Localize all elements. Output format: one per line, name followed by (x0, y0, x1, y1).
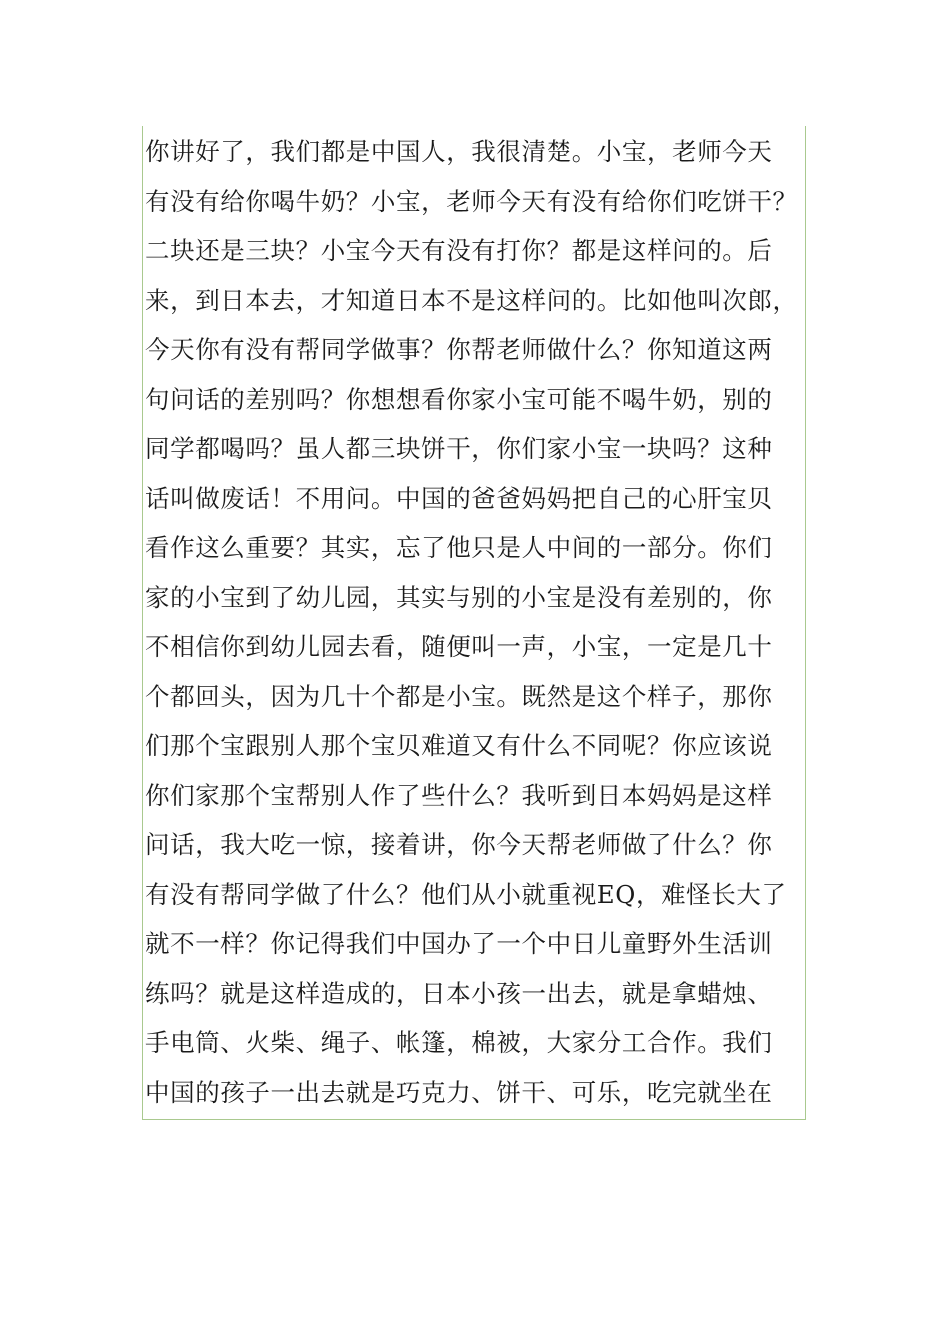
text-line: 句问话的差别吗？你想想看你家小宝可能不喝牛奶，别的 (145, 384, 773, 414)
text-line: 看作这么重要？其实，忘了他只是人中间的一部分。你们 (145, 533, 773, 562)
text-line: 你讲好了，我们都是中国人，我很清楚。小宝，老师今天 (145, 137, 773, 166)
text-line: 二块还是三块？小宝今天有没有打你？都是这样问的。后 (145, 236, 773, 265)
text-line: 有没有帮同学做了什么？他们从小就重视EQ，难怪长大了 (145, 879, 787, 909)
text-line: 家的小宝到了幼儿园，其实与别的小宝是没有差别的，你 (145, 582, 773, 612)
text-line: 你们家那个宝帮别人作了些什么？我听到日本妈妈是这样 (145, 780, 773, 810)
document-body (145, 127, 807, 1117)
text-line: 们那个宝跟别人那个宝贝难道又有什么不同呢？你应该说 (145, 731, 773, 760)
text-line: 手电筒、火柴、绳子、帐篷，棉被，大家分工合作。我们 (145, 1028, 773, 1057)
text-line: 今天你有没有帮同学做事？你帮老师做什么？你知道这两 (145, 335, 773, 364)
text-line: 话叫做废话！不用问。中国的爸爸妈妈把自己的心肝宝贝 (145, 483, 773, 513)
text-line: 练吗？就是这样造成的，日本小孩一出去，就是拿蜡烛、 (145, 978, 773, 1008)
text-line: 同学都喝吗？虽人都三块饼干，你们家小宝一块吗？这种 (145, 434, 773, 463)
text-line: 来，到日本去，才知道日本不是这样问的。比如他叫次郎， (145, 285, 798, 315)
text-line: 个都回头，因为几十个都是小宝。既然是这个样子，那你 (145, 681, 773, 711)
text-line: 不相信你到幼儿园去看，随便叫一声，小宝，一定是几十 (145, 632, 773, 661)
text-line: 问话，我大吃一惊，接着讲，你今天帮老师做了什么？你 (145, 830, 773, 859)
text-line: 中国的孩子一出去就是巧克力、饼干、可乐，吃完就坐在 (145, 1077, 773, 1107)
text-line: 有没有给你喝牛奶？小宝，老师今天有没有给你们吃饼干？ (145, 186, 798, 216)
text-line: 就不一样？你记得我们中国办了一个中日儿童野外生活训 (145, 929, 773, 958)
